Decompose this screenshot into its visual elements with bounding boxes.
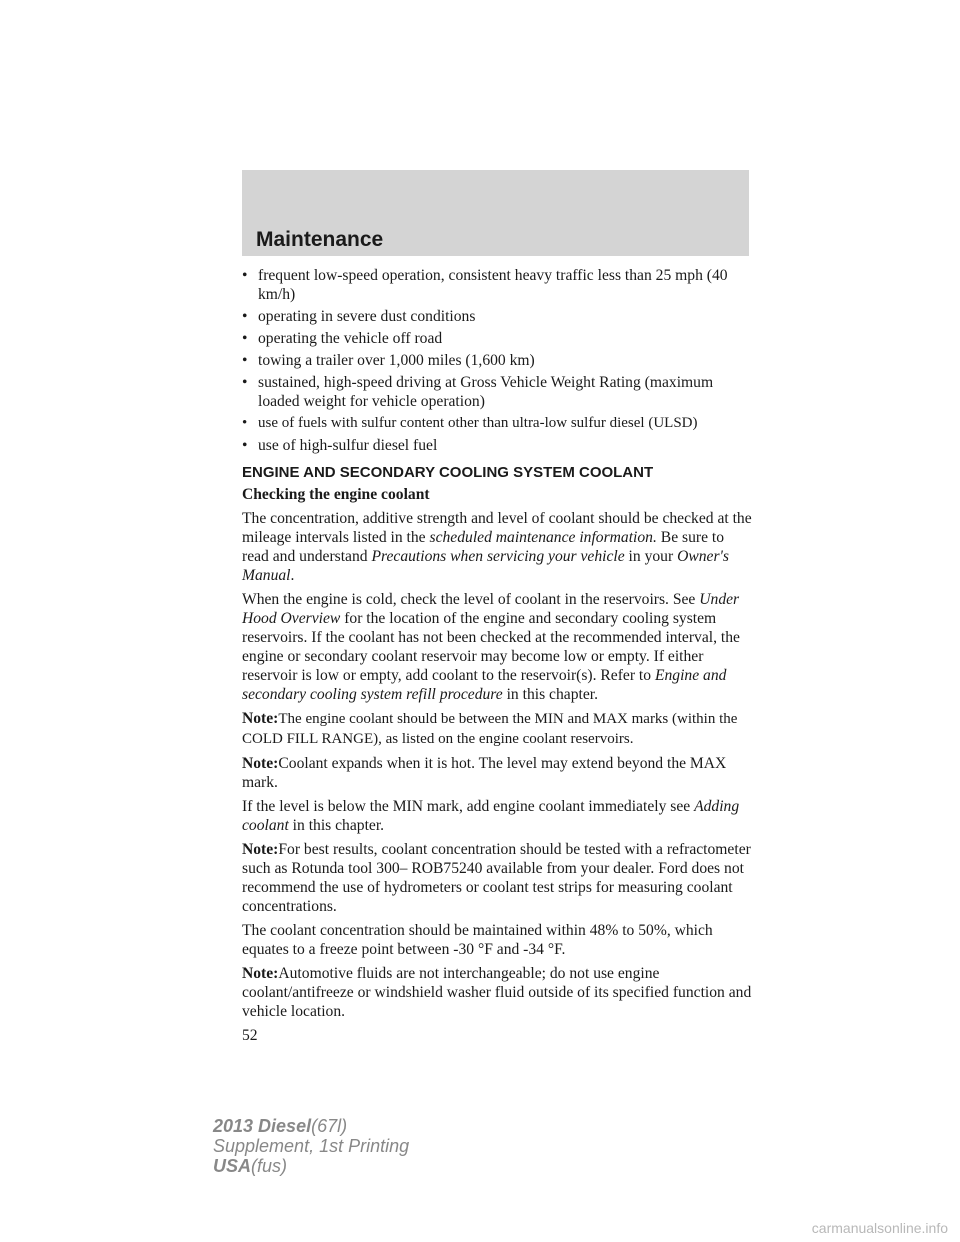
note-fluids: Note:Automotive fluids are not interchangeable; do not use engine coolant/antifreeze or windshield washer fluid outside of its specified function and vehicle location. <box>242 965 752 1020</box>
list-item: • use of high-sulfur diesel fuel <box>242 437 438 454</box>
watermark: carmanualsonline.info <box>811 1220 948 1236</box>
bullet-icon: • <box>242 437 248 454</box>
list-item: • frequent low-speed operation, consistent heavy traffic less than 25 mph (40 km/h) <box>242 267 728 303</box>
note-refractometer: Note:For best results, coolant concentration should be tested with a refractometer such as Rotunda tool 300– ROB75240 available from your dealer. Ford does not recommend the use of hydrometers or coolant test strips for measuring coolant concentrations. <box>242 841 751 915</box>
list-item: • operating the vehicle off road <box>242 330 443 347</box>
bullet-icon: • <box>242 330 248 347</box>
section-heading: ENGINE AND SECONDARY COOLING SYSTEM COOLANT <box>242 464 654 481</box>
bullet-icon: • <box>242 374 248 391</box>
note-min-max: Note:The engine coolant should be between the MIN and MAX marks (within the COLD FILL RANGE), as listed on the engine coolant reservoirs. <box>242 710 738 747</box>
list-item: • sustained, high-speed driving at Gross Vehicle Weight Rating (maximum loaded weight for vehicle operation) <box>242 374 714 410</box>
link-scheduled-maintenance: scheduled maintenance information. <box>429 529 657 546</box>
link-under-hood-overview: Under Hood Overview <box>242 591 740 627</box>
list-item: • operating in severe dust conditions <box>242 308 476 325</box>
link-precautions: Precautions when servicing your vehicle <box>371 548 625 565</box>
list-item: • towing a trailer over 1,000 miles (1,600 km) <box>242 352 535 369</box>
bullet-icon: • <box>242 267 248 284</box>
paragraph-concentration: The coolant concentration should be maintained within 48% to 50%, which equates to a freeze point between -30 °F and -34 °F. <box>242 922 713 958</box>
link-adding-coolant: Adding coolant <box>242 798 740 834</box>
page-content <box>242 266 754 1045</box>
list-item: • use of fuels with sulfur content other than ultra-low sulfur diesel (ULSD) <box>242 415 698 431</box>
condition-list <box>242 266 754 455</box>
paragraph-check-intervals: The concentration, additive strength and level of coolant should be checked at the mileage intervals listed in the scheduled maintenance information. Be sure to read and understand Precautions when servicing your vehicle in your Owner's Manual. <box>242 510 752 584</box>
bullet-icon: • <box>242 415 248 431</box>
print-footer: 2013 Diesel(67l) Supplement, 1st Printing USA(fus) <box>213 1116 410 1176</box>
bullet-icon: • <box>242 352 248 369</box>
section-header-band <box>242 170 749 256</box>
link-refill-procedure: Engine and secondary cooling system refill procedure <box>242 667 727 703</box>
bullet-icon: • <box>242 308 248 325</box>
note-coolant-expands: Note:Coolant expands when it is hot. The level may extend beyond the MAX mark. <box>242 755 727 791</box>
paragraph-check-level: When the engine is cold, check the level of coolant in the reservoirs. See Under Hood Overview for the location of the engine and secondary cooling system reservoirs. If the coolant has not been checked at the recommended interval, the engine or secondary coolant reservoir may become low or empty. If either reservoir is low or empty, add coolant to the reservoir(s). Refer to Engine and secondary cooling system refill procedure in this chapter. <box>242 591 740 703</box>
paragraph-below-min: If the level is below the MIN mark, add engine coolant immediately see Adding coolant in this chapter. <box>242 798 740 834</box>
subsection-heading: Checking the engine coolant <box>242 486 430 503</box>
section-title: Maintenance <box>256 228 384 251</box>
page-number: 52 <box>242 1027 258 1044</box>
link-owners-manual: Owner's Manual <box>242 548 729 584</box>
